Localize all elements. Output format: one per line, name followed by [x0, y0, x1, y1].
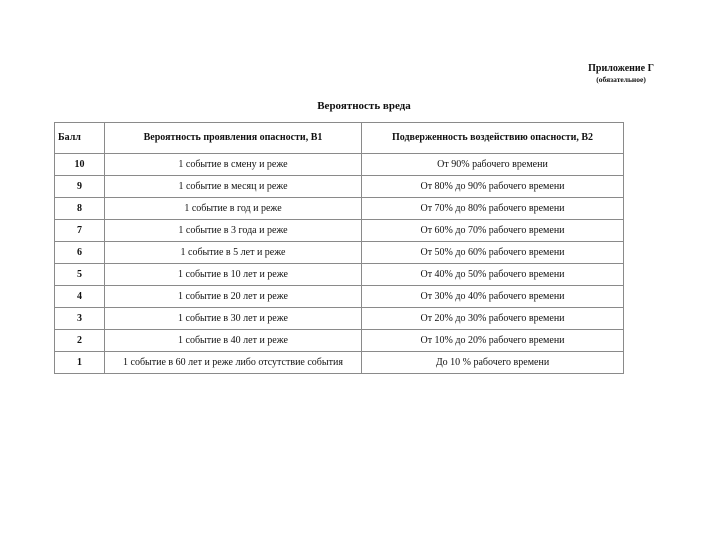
b1-cell: 1 событие в смену и реже: [105, 154, 362, 176]
score-cell: 10: [55, 154, 105, 176]
score-cell: 9: [55, 176, 105, 198]
b2-cell: От 20% до 30% рабочего времени: [362, 308, 624, 330]
header-b1: Вероятность проявления опасности, В1: [105, 123, 362, 154]
b1-cell: 1 событие в 30 лет и реже: [105, 308, 362, 330]
b1-cell: 1 событие в 40 лет и реже: [105, 330, 362, 352]
score-cell: 2: [55, 330, 105, 352]
score-cell: 8: [55, 198, 105, 220]
table-row: [55, 308, 624, 330]
b2-cell: От 50% до 60% рабочего времени: [362, 242, 624, 264]
score-cell: 1: [55, 352, 105, 374]
b2-cell: До 10 % рабочего времени: [362, 352, 624, 374]
appendix-subtitle: (обязательное): [596, 75, 646, 84]
b2-cell: От 90% рабочего времени: [362, 154, 624, 176]
appendix-header: [588, 63, 654, 84]
b1-cell: 1 событие в 20 лет и реже: [105, 286, 362, 308]
score-cell: 4: [55, 286, 105, 308]
b1-cell: 1 событие в 3 года и реже: [105, 220, 362, 242]
header-score: Балл: [55, 123, 105, 154]
table-row: [55, 286, 624, 308]
b2-cell: От 30% до 40% рабочего времени: [362, 286, 624, 308]
b1-cell: 1 событие в 5 лет и реже: [105, 242, 362, 264]
b2-cell: От 80% до 90% рабочего времени: [362, 176, 624, 198]
b2-cell: От 60% до 70% рабочего времени: [362, 220, 624, 242]
table-row: [55, 242, 624, 264]
table-row: [55, 352, 624, 374]
document-title: Вероятность вреда: [317, 100, 411, 112]
table-row: [55, 176, 624, 198]
b1-cell: 1 событие в 10 лет и реже: [105, 264, 362, 286]
table-row: [55, 220, 624, 242]
table-row: [55, 198, 624, 220]
score-cell: 3: [55, 308, 105, 330]
b1-cell: 1 событие в месяц и реже: [105, 176, 362, 198]
b2-cell: От 10% до 20% рабочего времени: [362, 330, 624, 352]
b1-cell: 1 событие в 60 лет и реже либо отсутствие события: [105, 352, 362, 374]
table-row: [55, 330, 624, 352]
score-cell: 5: [55, 264, 105, 286]
table-row: [55, 154, 624, 176]
table-row: [55, 264, 624, 286]
table-header-row: [55, 123, 624, 154]
harm-probability-table: [54, 122, 624, 374]
appendix-title: Приложение Г: [588, 63, 654, 74]
score-cell: 7: [55, 220, 105, 242]
score-cell: 6: [55, 242, 105, 264]
b2-cell: От 70% до 80% рабочего времени: [362, 198, 624, 220]
header-b2: Подверженность воздействию опасности, В2: [362, 123, 624, 154]
b1-cell: 1 событие в год и реже: [105, 198, 362, 220]
b2-cell: От 40% до 50% рабочего времени: [362, 264, 624, 286]
